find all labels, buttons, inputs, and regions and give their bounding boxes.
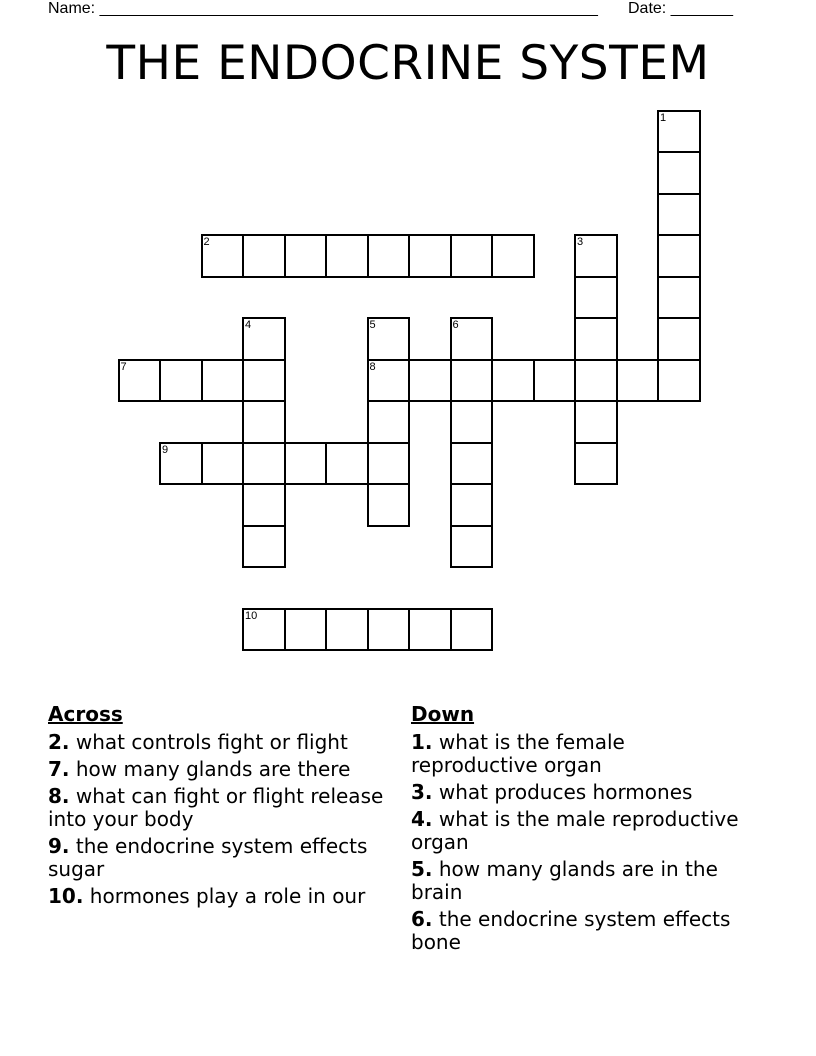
cell-number: 8 (369, 360, 376, 373)
clue-text: how many glands are in the brain (411, 857, 718, 904)
grid-cell[interactable] (616, 359, 660, 403)
grid-cell[interactable] (657, 359, 701, 403)
grid-cell[interactable] (367, 608, 411, 652)
grid-cell[interactable] (159, 359, 203, 403)
grid-cell[interactable] (657, 276, 701, 320)
grid-cell[interactable] (367, 442, 411, 486)
clue-text: what is the female reproductive organ (411, 730, 625, 777)
grid-cell[interactable] (201, 359, 245, 403)
grid-cell[interactable] (367, 483, 411, 527)
grid-cell[interactable] (450, 442, 494, 486)
grid-cell[interactable] (657, 110, 701, 154)
clue-number: 1. (411, 730, 433, 754)
grid-cell[interactable] (574, 442, 618, 486)
grid-cell[interactable] (325, 442, 369, 486)
cell-number: 9 (162, 443, 169, 456)
cell-number: 1 (660, 111, 667, 124)
grid-cell[interactable] (408, 608, 452, 652)
across-clues (48, 701, 388, 912)
across-heading: Across (48, 702, 123, 726)
grid-cell[interactable] (201, 442, 245, 486)
grid-cell[interactable] (367, 359, 411, 403)
grid-cell[interactable] (118, 359, 162, 403)
clue-across-10 (48, 885, 388, 908)
grid-cell[interactable] (284, 608, 328, 652)
clue-text: hormones play a role in our (89, 884, 366, 908)
clue-number: 3. (411, 780, 433, 804)
grid-cell[interactable] (408, 234, 452, 278)
clue-down-1 (411, 731, 751, 777)
grid-cell[interactable] (450, 317, 494, 361)
grid-cell[interactable] (242, 400, 286, 444)
grid-cell[interactable] (657, 193, 701, 237)
grid-cell[interactable] (450, 483, 494, 527)
grid-cell[interactable] (242, 234, 286, 278)
grid-cell[interactable] (657, 317, 701, 361)
grid-cell[interactable] (657, 234, 701, 278)
grid-cell[interactable] (201, 234, 245, 278)
grid-cell[interactable] (450, 608, 494, 652)
puzzle-title: THE ENDOCRINE SYSTEM (106, 36, 710, 91)
clue-across-7 (48, 758, 388, 781)
clue-down-5 (411, 858, 751, 904)
grid-cell[interactable] (408, 359, 452, 403)
clue-down-6 (411, 908, 751, 954)
cell-number: 2 (203, 236, 210, 248)
grid-cell[interactable] (367, 317, 411, 361)
grid-cell[interactable] (367, 234, 411, 278)
clue-across-2 (48, 731, 388, 754)
clue-number: 10. (48, 884, 84, 908)
down-heading: Down (411, 702, 475, 726)
cell-number: 4 (245, 319, 252, 331)
clue-text: the endocrine system effects bone (411, 907, 731, 954)
clue-text: the endocrine system effects sugar (48, 834, 368, 881)
grid-cell[interactable] (367, 400, 411, 444)
cell-number: 7 (120, 360, 127, 373)
grid-cell[interactable] (242, 608, 286, 652)
grid-cell[interactable] (491, 359, 535, 403)
clue-text: what controls fight or flight (75, 730, 348, 754)
clue-down-3 (411, 781, 751, 804)
grid-cell[interactable] (159, 442, 203, 486)
grid-cell[interactable] (325, 234, 369, 278)
clue-number: 6. (411, 907, 433, 931)
clue-text: what can fight or flight release into your body (48, 784, 384, 831)
grid-cell[interactable] (325, 608, 369, 652)
clue-across-8 (48, 785, 388, 831)
cell-number: 10 (245, 609, 258, 622)
clue-number: 8. (48, 784, 70, 808)
grid-cell[interactable] (574, 234, 618, 278)
grid-cell[interactable] (242, 359, 286, 403)
grid-cell[interactable] (450, 359, 494, 403)
grid-cell[interactable] (574, 400, 618, 444)
grid-cell[interactable] (574, 359, 618, 403)
grid-cell[interactable] (284, 442, 328, 486)
cell-number: 6 (452, 319, 459, 331)
clue-down-4 (411, 808, 751, 854)
clue-number: 4. (411, 807, 433, 831)
grid-cell[interactable] (657, 151, 701, 195)
date-field-label: Date: _______ (628, 0, 733, 17)
grid-cell[interactable] (491, 234, 535, 278)
grid-cell[interactable] (450, 234, 494, 278)
clue-number: 2. (48, 730, 70, 754)
clue-number: 9. (48, 834, 70, 858)
grid-cell[interactable] (242, 483, 286, 527)
clue-text: what is the male reproductive organ (411, 807, 739, 854)
grid-cell[interactable] (242, 317, 286, 361)
cell-number: 5 (369, 319, 376, 331)
clue-number: 7. (48, 757, 70, 781)
grid-cell[interactable] (450, 525, 494, 569)
grid-cell[interactable] (242, 525, 286, 569)
grid-cell[interactable] (574, 317, 618, 361)
clue-text: what produces hormones (438, 780, 693, 804)
name-field-label: Name: ________________________________________________________ (48, 0, 598, 17)
clue-across-9 (48, 835, 388, 881)
grid-cell[interactable] (284, 234, 328, 278)
grid-cell[interactable] (242, 442, 286, 486)
grid-cell[interactable] (450, 400, 494, 444)
cell-number: 3 (577, 236, 584, 248)
grid-cell[interactable] (574, 276, 618, 320)
down-clues (411, 701, 751, 958)
grid-cell[interactable] (533, 359, 577, 403)
clue-text: how many glands are there (75, 757, 351, 781)
clue-number: 5. (411, 857, 433, 881)
